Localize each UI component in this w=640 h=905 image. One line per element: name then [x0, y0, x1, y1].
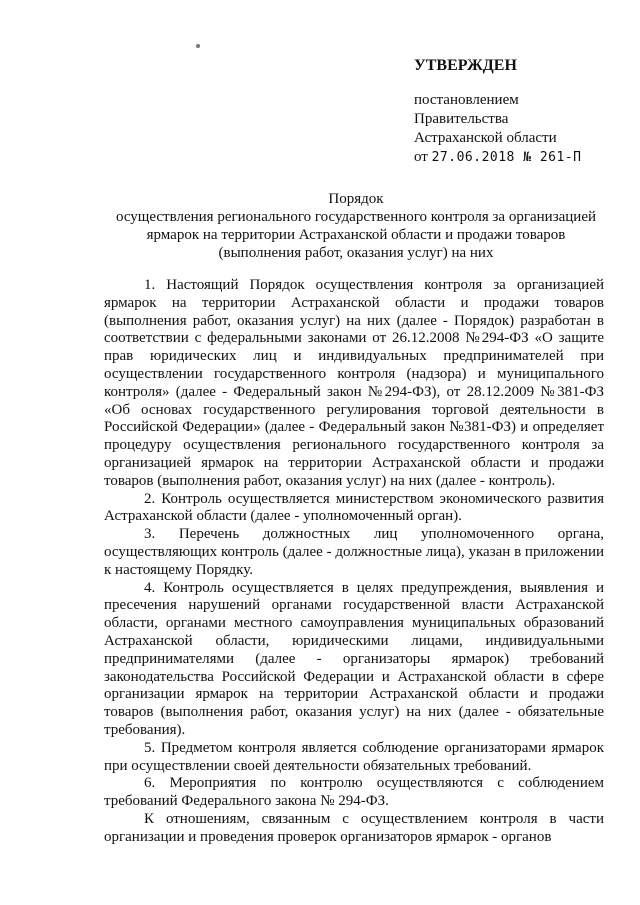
- approval-line: Правительства: [414, 111, 509, 127]
- approval-date-prefix: от: [414, 149, 428, 165]
- approval-heading: УТВЕРЖДЕН: [414, 57, 517, 74]
- approval-date-stamp: 27.06.2018 № 261-П: [431, 150, 582, 165]
- paragraph: 4. Контроль осуществляется в целях предупреждения, выявления и пресечения нарушений органами государственной власти Астраханской области, органами местного самоуправления муниципальных образований Астраханской области, юридическими лицами, индивидуальными предпринимателями (далее - организаторы ярмарок) требований законодательства Российской Федерации и Астраханской области в сфере организации ярмарок на территории Астраханской области и продажи товаров (выполнения работ, оказания услуг) на них (далее - обязательные требования).: [104, 579, 604, 738]
- document-title: [100, 190, 612, 262]
- approval-block: [414, 56, 582, 167]
- paragraph: 6. Мероприятия по контролю осуществляются с соблюдением требований Федерального закона № 294-ФЗ.: [104, 775, 604, 810]
- title-line: Порядок: [328, 191, 384, 207]
- approval-line: Астраханской области: [414, 130, 557, 146]
- title-line: осуществления регионального государственного контроля за организацией: [115, 209, 597, 225]
- paragraph: 3. Перечень должностных лиц уполномоченного органа, осуществляющих контроль (далее - должностные лица), указан в приложении к настоящему Порядку.: [104, 526, 604, 578]
- scan-speck: [196, 44, 200, 48]
- title-line: (выполнения работ, оказания услуг) на них: [218, 245, 494, 261]
- paragraph: К отношениям, связанным с осуществлением контроля в части организации и проведения проверок организаторов ярмарок - органов: [104, 810, 604, 845]
- paragraph: 5. Предметом контроля является соблюдение организаторами ярмарок при осуществлении своей деятельности обязательных требований.: [104, 739, 604, 774]
- document-body: [104, 277, 604, 847]
- paragraph: 1. Настоящий Порядок осуществления контроля за организацией ярмарок на территории Астраханской области и продажи товаров (выполнения работ, оказания услуг) на них (далее - Порядок) разработан в соответствии с федеральными законами от 26.12.2008 №294-ФЗ «О защите прав юридических лиц и индивидуальных предпринимателей при осуществлении государственного контроля (надзора) и муниципального контроля» (далее - Федеральный закон №294-ФЗ), от 28.12.2009 №381-ФЗ «Об основах государственного регулирования торговой деятельности в Российской Федерации» (далее - Федеральный закон №381-ФЗ) и определяет процедуру осуществления регионального государственного контроля за организацией ярмарок на территории Астраханской области и продажи товаров (выполнения работ, оказания услуг) на них (далее - контроль).: [104, 277, 604, 489]
- title-line: ярмарок на территории Астраханской области и продажи товаров: [146, 227, 566, 243]
- approval-line: постановлением: [414, 92, 519, 108]
- paragraph: 2. Контроль осуществляется министерством экономического развития Астраханской области (далее - уполномоченный орган).: [104, 490, 604, 525]
- approval-date-line: [414, 148, 582, 167]
